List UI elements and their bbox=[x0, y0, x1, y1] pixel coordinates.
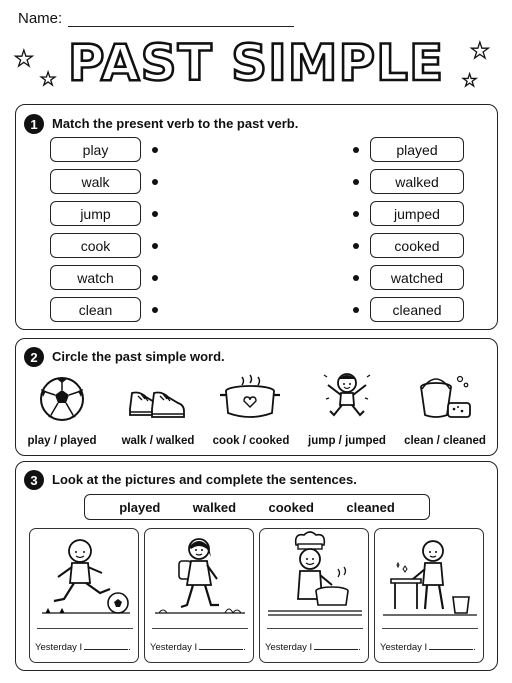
answer-blank[interactable] bbox=[84, 649, 128, 650]
answer-blank[interactable] bbox=[314, 649, 358, 650]
section-matching bbox=[15, 104, 498, 330]
past-verb-box[interactable]: watched bbox=[370, 265, 464, 290]
picture-card bbox=[144, 528, 254, 663]
match-dot[interactable] bbox=[152, 243, 158, 249]
word-bank bbox=[84, 494, 430, 520]
sentence-prompt: Yesterday I . bbox=[150, 642, 246, 653]
present-verb-box[interactable]: watch bbox=[50, 265, 141, 290]
girl-walking-picture bbox=[145, 529, 254, 624]
section-complete bbox=[15, 461, 498, 671]
page-title: PAST SIMPLE bbox=[67, 34, 445, 92]
sneakers-icon bbox=[126, 379, 190, 423]
picture-card bbox=[29, 528, 139, 663]
past-verb-box[interactable]: cleaned bbox=[370, 297, 464, 322]
match-dot[interactable] bbox=[353, 307, 359, 313]
match-dot[interactable] bbox=[152, 147, 158, 153]
section-circle bbox=[15, 338, 498, 456]
star-icon: ★ bbox=[462, 71, 478, 90]
match-dot[interactable] bbox=[353, 147, 359, 153]
word-bank-item: played bbox=[119, 499, 161, 515]
word-bank-item: cooked bbox=[268, 499, 314, 515]
section-number-badge: 2 bbox=[24, 347, 44, 367]
section-instruction: Match the present verb to the past verb. bbox=[52, 116, 299, 131]
choice-caption[interactable]: walk / walked bbox=[121, 435, 195, 447]
picture-card bbox=[374, 528, 484, 663]
cleaning-bucket-icon bbox=[416, 373, 474, 423]
sentence-prompt: Yesterday I . bbox=[380, 642, 476, 653]
boy-kicking-ball-picture bbox=[30, 529, 139, 624]
match-dot[interactable] bbox=[353, 243, 359, 249]
cooking-pot-icon bbox=[218, 373, 282, 423]
match-dot[interactable] bbox=[152, 179, 158, 185]
girl-chef-cooking-picture bbox=[260, 529, 369, 624]
match-dot[interactable] bbox=[353, 211, 359, 217]
name-label: Name: bbox=[18, 10, 63, 27]
choice-caption[interactable]: jump / jumped bbox=[308, 435, 386, 447]
answer-blank[interactable] bbox=[199, 649, 243, 650]
name-field bbox=[18, 10, 294, 27]
past-verb-box[interactable]: jumped bbox=[370, 201, 464, 226]
section-instruction: Circle the past simple word. bbox=[52, 349, 225, 364]
present-verb-box[interactable]: play bbox=[50, 137, 141, 162]
section-number-badge: 1 bbox=[24, 114, 44, 134]
match-dot[interactable] bbox=[152, 211, 158, 217]
present-verb-box[interactable]: cook bbox=[50, 233, 141, 258]
word-bank-item: cleaned bbox=[346, 499, 395, 515]
match-dot[interactable] bbox=[152, 275, 158, 281]
soccer-ball-icon bbox=[38, 375, 86, 423]
picture-card bbox=[259, 528, 369, 663]
section-instruction: Look at the pictures and complete the sentences. bbox=[52, 472, 357, 487]
word-bank-item: walked bbox=[192, 499, 237, 515]
sentence-prompt: Yesterday I . bbox=[35, 642, 131, 653]
sentence-prompt: Yesterday I . bbox=[265, 642, 361, 653]
past-verb-box[interactable]: cooked bbox=[370, 233, 464, 258]
match-dot[interactable] bbox=[353, 275, 359, 281]
boy-cleaning-table-picture bbox=[375, 529, 484, 624]
name-input-line[interactable] bbox=[68, 11, 294, 27]
present-verb-box[interactable]: walk bbox=[50, 169, 141, 194]
star-icon: ★ bbox=[470, 38, 490, 63]
choice-caption[interactable]: play / played bbox=[27, 435, 97, 447]
match-dot[interactable] bbox=[353, 179, 359, 185]
present-verb-box[interactable]: clean bbox=[50, 297, 141, 322]
choice-caption[interactable]: cook / cooked bbox=[212, 435, 290, 447]
section-number-badge: 3 bbox=[24, 470, 44, 490]
present-verb-box[interactable]: jump bbox=[50, 201, 141, 226]
past-verb-box[interactable]: played bbox=[370, 137, 464, 162]
match-dot[interactable] bbox=[152, 307, 158, 313]
star-icon: ★ bbox=[40, 69, 57, 89]
answer-blank[interactable] bbox=[429, 649, 473, 650]
past-verb-box[interactable]: walked bbox=[370, 169, 464, 194]
jumping-child-icon bbox=[320, 369, 374, 425]
choice-caption[interactable]: clean / cleaned bbox=[404, 435, 486, 447]
star-icon: ★ bbox=[14, 46, 34, 71]
